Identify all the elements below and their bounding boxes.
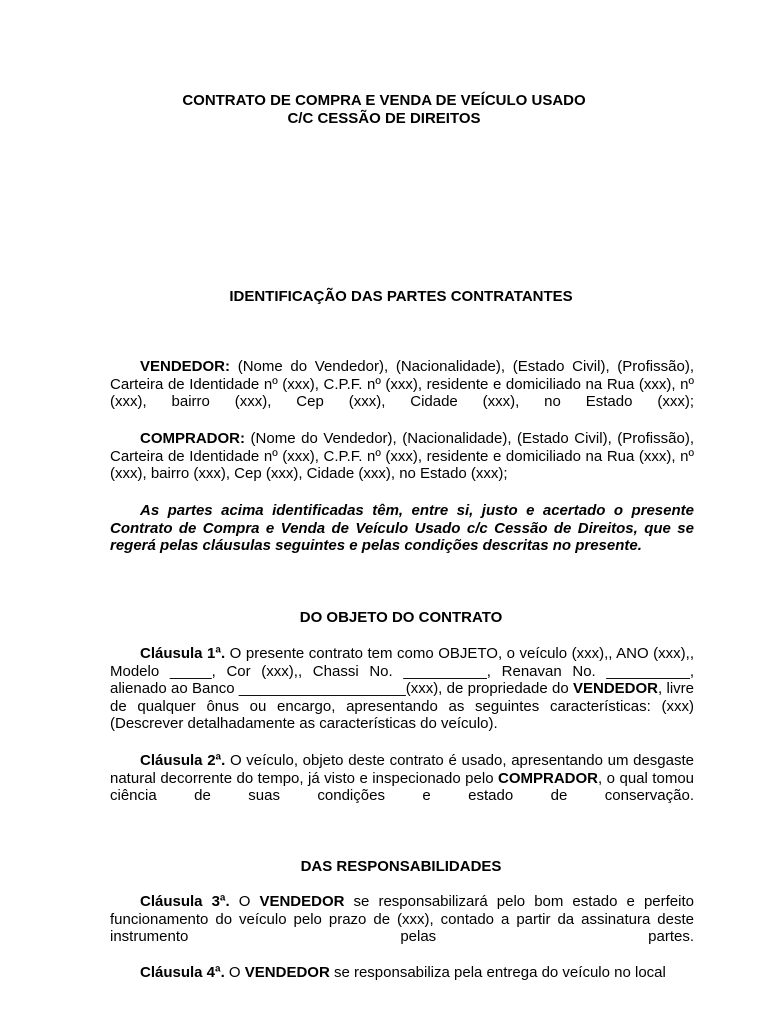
title-line-1: CONTRATO DE COMPRA E VENDA DE VEÍCULO USADO [182, 92, 586, 109]
paragraph-intro [110, 502, 694, 555]
comprador-text: (Nome do Vendedor), (Nacionalidade), (Estado Civil), (Profissão), Carteira de Identidade nº (xxx), C.P.F. nº (xxx), residente e domiciliado na Rua (xxx), nº (xxx), bairro (xxx), Cep (xxx), Cidade (xxx), no Estado (xxx); [110, 430, 694, 483]
paragraph-vendedor [110, 358, 694, 411]
clause-3-label: Cláusula 3ª. [140, 893, 230, 910]
clause-2-label: Cláusula 2ª. [140, 752, 226, 769]
clause-2-bold: COMPRADOR [498, 769, 599, 787]
clause-2-text-b: , o qual tomou ciência de suas condições e estado de conservação. [110, 769, 694, 805]
paragraph-clause-4 [110, 964, 694, 982]
heading-object: DO OBJETO DO CONTRATO [299, 609, 503, 626]
clause-4-text-a: O [224, 964, 245, 981]
title-line-2: C/C CESSÃO DE DIREITOS [287, 110, 481, 127]
clause-2-text-a: O veículo, objeto deste contrato é usado, apresentando um desgaste natural decorrente do tempo, já visto e inspecionado pelo [110, 752, 695, 787]
clause-1-text-b: , livre de qualquer ônus ou encargo, apresentando as seguintes características: (xxx) (Descrever detalhadamente as características do veículo). [110, 680, 694, 733]
clause-3-text-a: O [229, 893, 260, 910]
clause-4-label: Cláusula 4ª. [140, 964, 225, 981]
clause-1-label: Cláusula 1ª. [140, 645, 226, 662]
paragraph-comprador [110, 430, 694, 483]
clause-3-text-b: se responsabilizará pelo bom estado e perfeito funcionamento do veículo pelo prazo de (xxx), contado a partir da assinatura deste instrumento pelas partes. [110, 893, 694, 946]
paragraph-clause-2 [110, 752, 694, 805]
clause-3-bold: VENDEDOR [259, 893, 345, 910]
vendedor-text: (Nome do Vendedor), (Nacionalidade), (Estado Civil), (Profissão), Carteira de Identidade nº (xxx), C.P.F. nº (xxx), residente e domiciliado na Rua (xxx), nº (xxx), bairro (xxx), Cep (xxx), Cidade (xxx), no Estado (xxx); [110, 358, 694, 411]
comprador-label: COMPRADOR: [140, 430, 245, 447]
document-title [0, 92, 768, 128]
clause-4-bold: VENDEDOR [244, 964, 330, 981]
intro-text: As partes acima identificadas têm, entre si, justo e acertado o presente Contrato de Compra e Venda de Veículo Usado c/c Cessão de Direitos, que se regerá pelas cláusulas seguintes e pelas condições descritas no presente. [110, 502, 694, 555]
heading-responsibilities: DAS RESPONSABILIDADES [300, 858, 502, 875]
heading-parties: IDENTIFICAÇÃO DAS PARTES CONTRATANTES [229, 288, 573, 305]
paragraph-clause-3 [110, 893, 694, 946]
clause-1-bold: VENDEDOR [573, 680, 659, 698]
paragraph-clause-1 [110, 645, 694, 733]
vendedor-label: VENDEDOR: [140, 358, 231, 375]
clause-1-text-a: O presente contrato tem como OBJETO, o veículo (xxx),, ANO (xxx),, Modelo _____, Cor (xxx),, Chassi No. __________, Renavan No. __________, alienado ao Banco ____________________(xxx), de propriedade do [110, 645, 695, 698]
clause-4-text-b: se responsabiliza pela entrega do veículo no local [329, 964, 666, 981]
